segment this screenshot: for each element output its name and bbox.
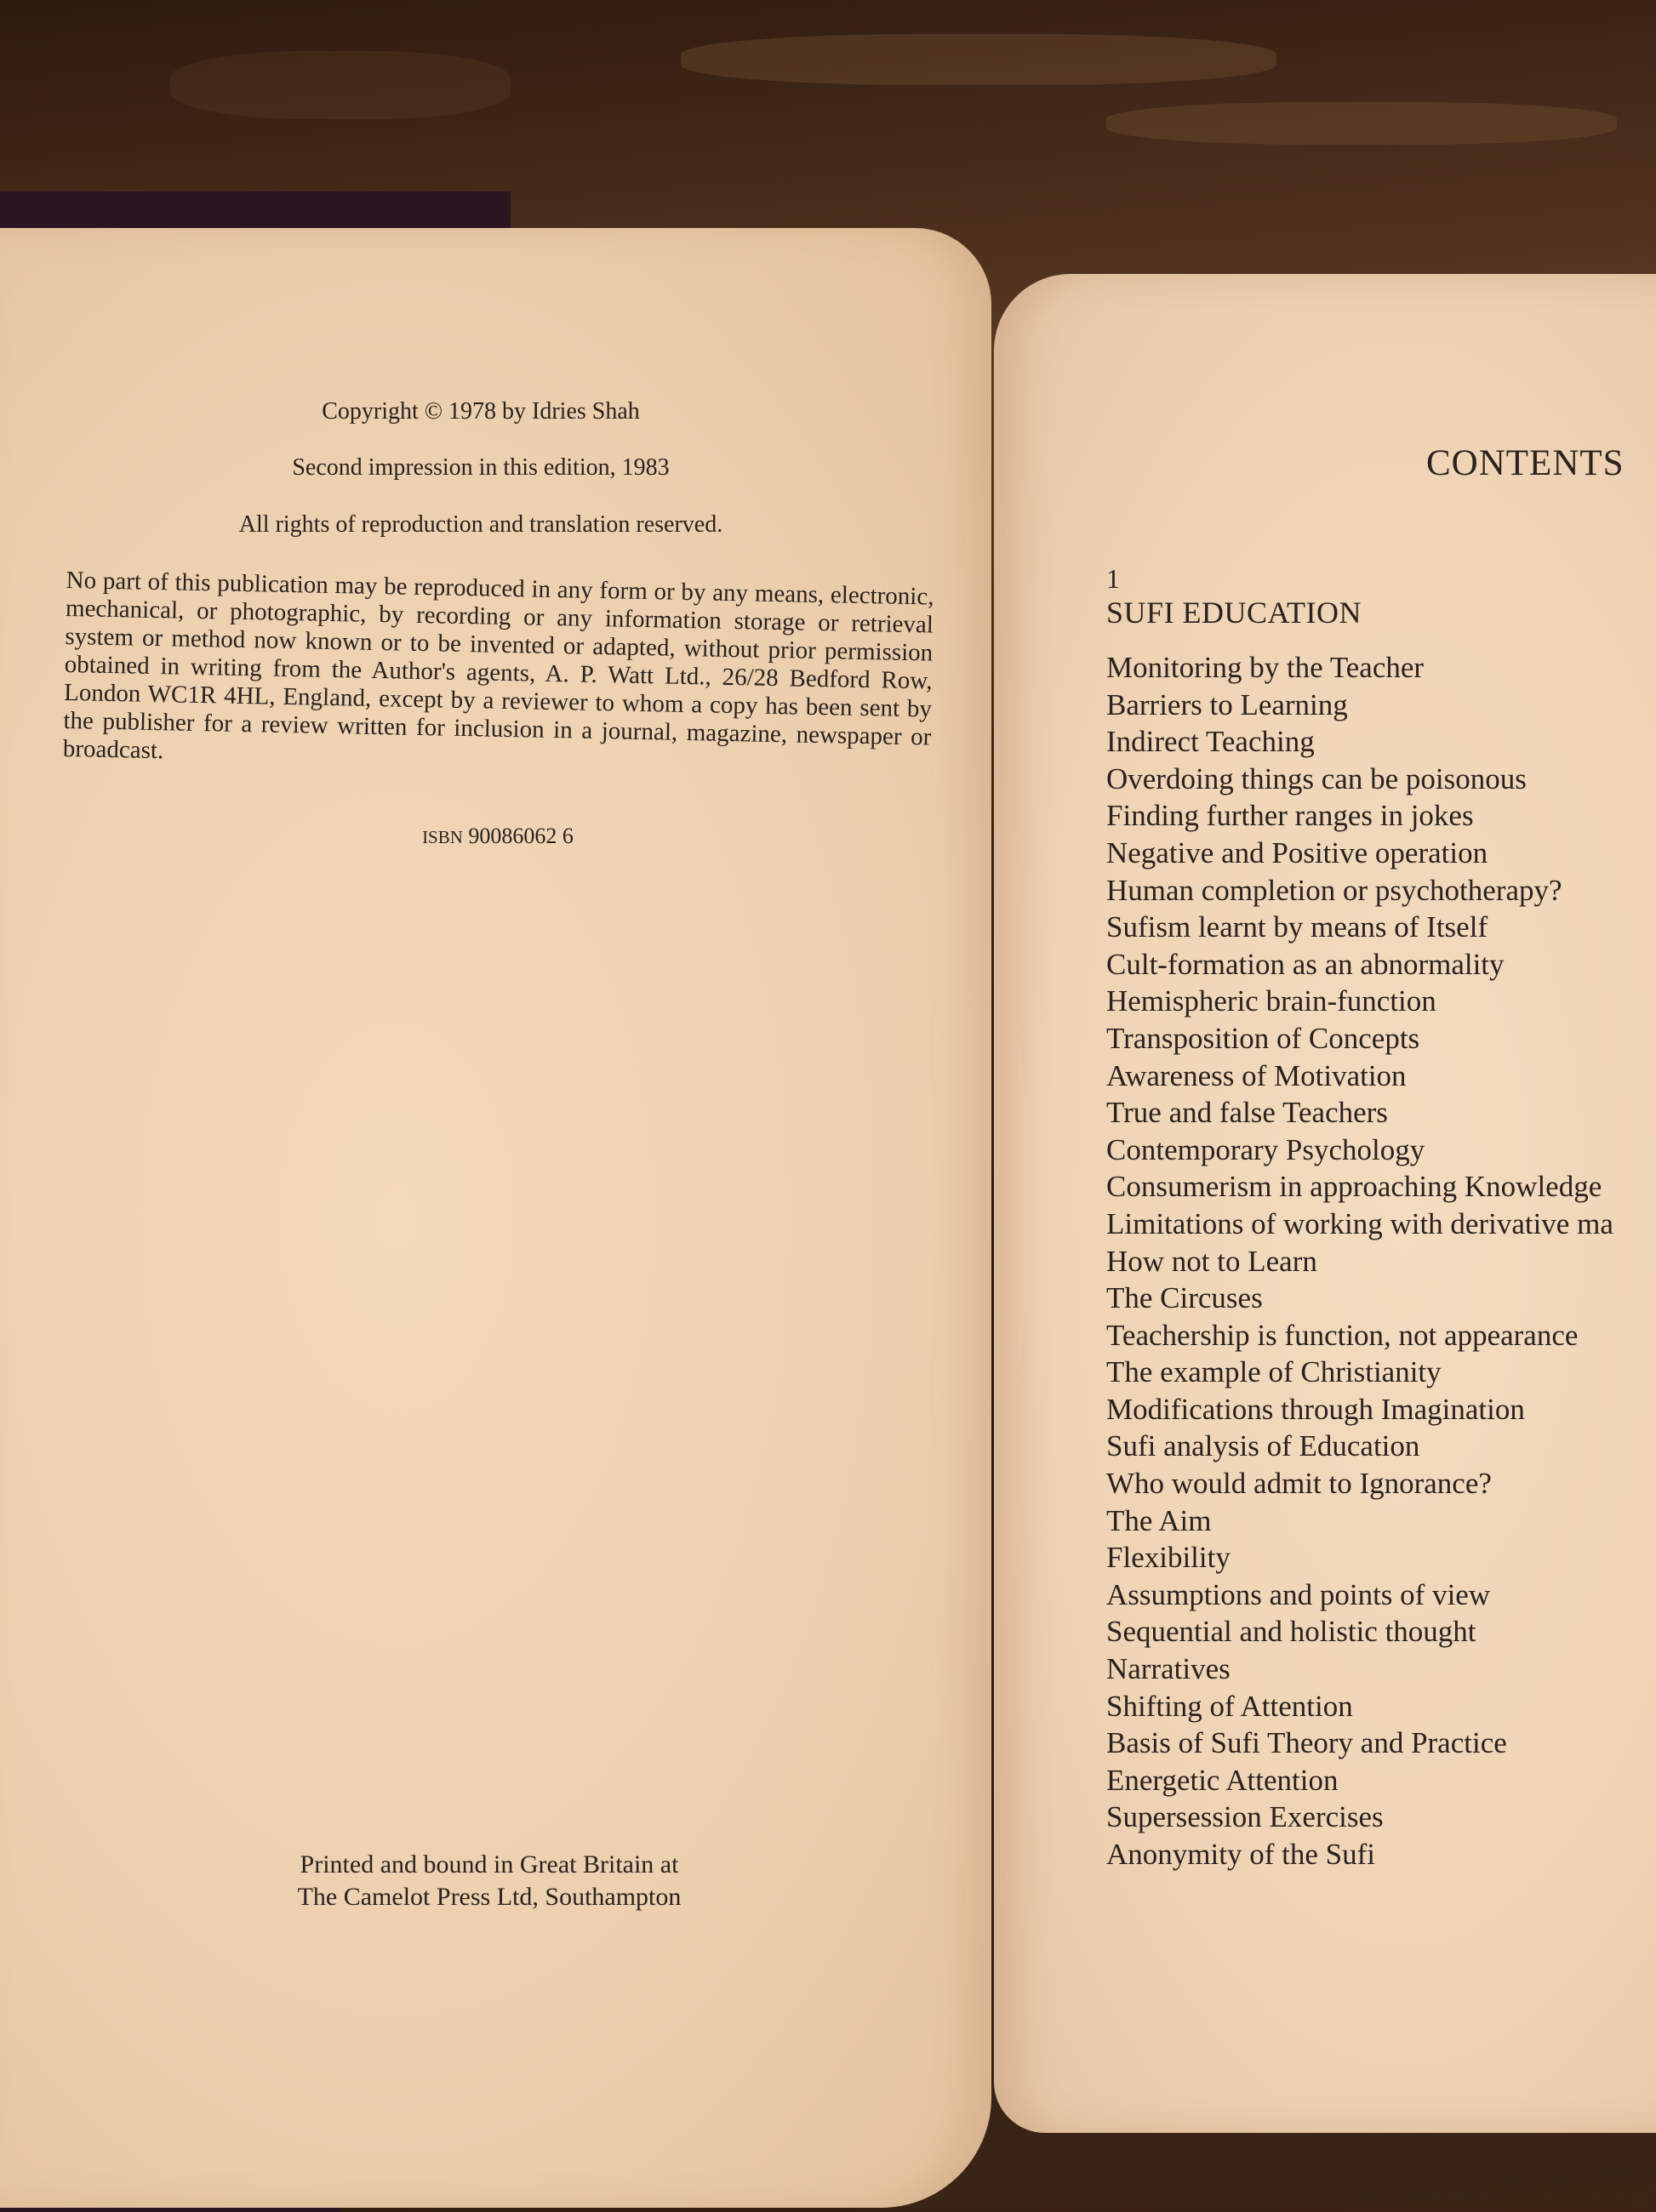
toc-entry: Limitations of working with derivative ma xyxy=(1106,1206,1613,1240)
chapter-number: 1 xyxy=(1106,563,1120,594)
printer-line-1: Printed and bound in Great Britain at xyxy=(300,1850,679,1878)
isbn-label: ISBN xyxy=(422,827,463,847)
toc-entry: Negative and Positive operation xyxy=(1106,835,1488,869)
contents-page xyxy=(994,274,1656,2133)
toc-entry: Energetic Attention xyxy=(1106,1763,1339,1797)
toc-entry: Hemispheric brain-function xyxy=(1106,984,1436,1018)
chapter-title: SUFI EDUCATION xyxy=(1106,596,1362,630)
toc-entry: Indirect Teaching xyxy=(1106,725,1315,759)
toc-entry: Consumerism in approaching Knowledge xyxy=(1106,1170,1602,1204)
copyright-notice: No part of this publication may be reproduced in any form or by any means, electronic, mechanical, or photographic, by recording or any information storage or retrieval system or method now known or to be invented or adapted, without prior permission obtained in writing from the Author's agents, A. P. Watt Ltd., 26/28 Bedford Row, London WC1R 4HL, England, except by a reviewer to whom a copy has been sent by the publisher for a review written for inclusion in a journal, magazine, newspaper or broadcast. xyxy=(62,567,934,765)
toc-entry: Sufi analysis of Education xyxy=(1106,1429,1420,1463)
toc-entry: Finding further ranges in jokes xyxy=(1106,799,1474,833)
toc-entry: Basis of Sufi Theory and Practice xyxy=(1106,1726,1507,1760)
toc-entry: Anonymity of the Sufi xyxy=(1106,1838,1375,1871)
toc-entry: The Aim xyxy=(1106,1503,1212,1537)
wood-texture xyxy=(170,51,511,119)
toc-entry: Contemporary Psychology xyxy=(1106,1132,1425,1166)
toc-entry: Modifications through Imagination xyxy=(1106,1392,1525,1426)
toc-entry: Sequential and holistic thought xyxy=(1106,1615,1476,1649)
toc-entry: Monitoring by the Teacher xyxy=(1106,651,1425,684)
rights-line: All rights of reproduction and translation reserved. xyxy=(238,511,723,538)
copyright-page xyxy=(0,228,991,2208)
toc-entry: Teachership is function, not appearance xyxy=(1106,1318,1579,1352)
toc-entry: Barriers to Learning xyxy=(1106,687,1348,721)
toc-entry: Flexibility xyxy=(1106,1541,1231,1575)
copyright-line: Copyright © 1978 by Idries Shah xyxy=(322,398,640,425)
isbn xyxy=(17,824,979,849)
toc-entry: Narratives xyxy=(1106,1652,1231,1686)
table-of-contents xyxy=(1106,563,1613,1873)
printer-info xyxy=(9,1849,970,1913)
printer-line-2: The Camelot Press Ltd, Southampton xyxy=(297,1883,682,1911)
toc-entry: True and false Teachers xyxy=(1106,1096,1388,1130)
toc-list xyxy=(1106,649,1613,1873)
wood-texture xyxy=(1106,102,1617,145)
toc-entry: Shifting of Attention xyxy=(1106,1689,1353,1723)
wood-texture xyxy=(681,34,1276,85)
toc-entry: The example of Christianity xyxy=(1106,1355,1442,1389)
toc-entry: Sufism learnt by means of Itself xyxy=(1106,910,1488,944)
toc-entry: Assumptions and points of view xyxy=(1106,1577,1491,1611)
contents-heading: CONTENTS xyxy=(1426,443,1625,483)
toc-entry: Supersession Exercises xyxy=(1106,1800,1384,1834)
isbn-value: 90086062 6 xyxy=(468,824,574,848)
toc-entry: Who would admit to Ignorance? xyxy=(1106,1467,1492,1501)
toc-entry: Cult-formation as an abnormality xyxy=(1106,947,1505,981)
toc-entry: The Circuses xyxy=(1106,1281,1263,1315)
toc-entry: Awareness of Motivation xyxy=(1106,1058,1407,1092)
impression-line: Second impression in this edition, 1983 xyxy=(292,454,670,481)
toc-entry: Transposition of Concepts xyxy=(1106,1021,1420,1055)
toc-entry: Human completion or psychotherapy? xyxy=(1106,873,1562,907)
toc-entry: Overdoing things can be poisonous xyxy=(1106,761,1527,795)
toc-entry: How not to Learn xyxy=(1106,1244,1317,1278)
